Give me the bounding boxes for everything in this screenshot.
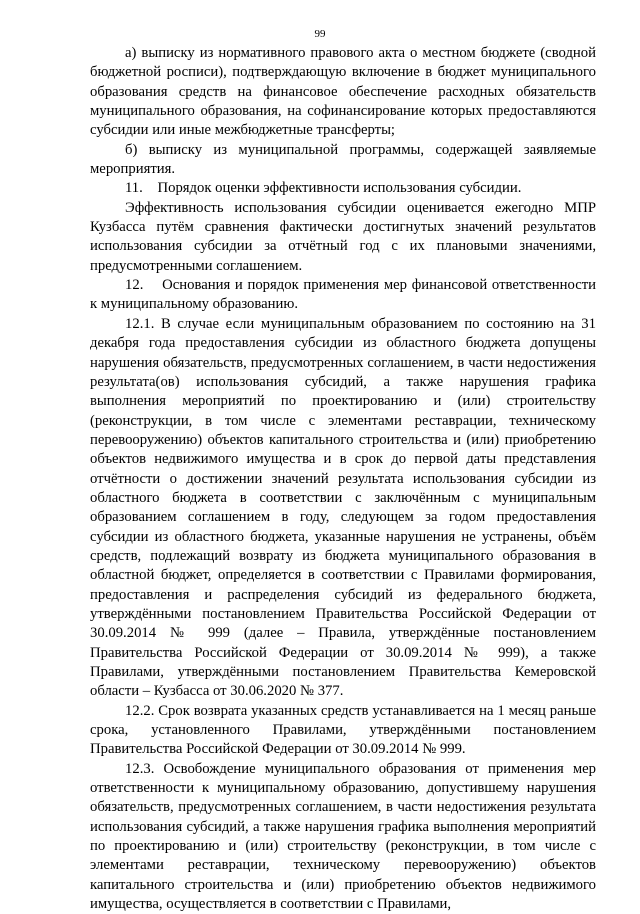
paragraph-extract-program: б) выписку из муниципальной программы, содержащей заявляемые мероприятия. bbox=[90, 141, 596, 178]
paragraph-efficiency: Эффективность использования субсидии оценивается ежегодно МПР Кузбасса путём сравнения фактически достигнутых значений результатов использования субсидии за отчётный год с их плановыми значениями, предусмотренными соглашением. bbox=[90, 199, 596, 274]
section-heading-12: 12. Основания и порядок применения мер финансовой ответственности к муниципальному образованию. bbox=[90, 277, 596, 313]
document-body bbox=[90, 44, 596, 914]
paragraph-extract-budget: а) выписку из нормативного правового акта о местном бюджете (сводной бюджетной росписи), подтверждающую включение в бюджет муниципального образования средств на финансовое обеспечение расходных обязательств муниципального образования, на софинансирование которых предоставляются субсидии или иные межбюджетные трансферты; bbox=[90, 45, 596, 139]
section-heading-11: 11. Порядок оценки эффективности использования субсидии. bbox=[125, 180, 522, 197]
paragraph-12-2: 12.2. Срок возврата указанных средств устанавливается на 1 месяц раньше срока, установленного Правилами, утверждёнными постановлением Правительства Российской Федерации от 30.09.2014 № 999. bbox=[90, 702, 596, 758]
paragraph-12-1: 12.1. В случае если муниципальным образованием по состоянию на 31 декабря года предоставления субсидии из областного бюджета допущены нарушения обязательств, предусмотренных соглашением, в части недостижения результата(ов) использования субсидий, а также нарушения графика выполнения мероприятий по проектированию и (или) строительству (реконструкции, в том числе с элементами реставрации, техническому перевооружению) объектов капитального строительства и (или) приобретению объектов недвижимого имущества и в срок до первой даты представления отчётности о достижении значений результата использования субсидии из областного бюджета в соответствии с заключённым с муниципальным образованием соглашением в году, следующем за годом предоставления субсидии из областного бюджета, указанные нарушения не устранены, объём средств, подлежащий возврату из бюджета муниципального образования в областной бюджет, определяется в соответствии с Правилами формирования, предоставления и распределения субсидий из федерального бюджета, утверждёнными постановлением Правительства Российской Федерации от 30.09.2014 № 999 (далее – Правила, утверждённые постановлением Правительства Российской Федерации от 30.09.2014 № 999), а также Правилами, утверждёнными постановлением Правительства Кемеровской области – Кузбасса от 30.06.2020 № 377. bbox=[90, 315, 596, 700]
paragraph-12-3: 12.3. Освобождение муниципального образования от применения мер ответственности к муниципальному образованию, допустившему нарушения обязательств, предусмотренных соглашением, в части недостижения результата использования субсидий, а также нарушения графика выполнения мероприятий по проектированию и (или) строительству (реконструкции, в том числе с элементами реставрации, техническому перевооружению) объектов капитального строительства и (или) приобретению объектов недвижимого имущества, осуществляется в соответствии с Правилами, bbox=[90, 760, 596, 913]
page-number: 99 bbox=[314, 28, 326, 40]
